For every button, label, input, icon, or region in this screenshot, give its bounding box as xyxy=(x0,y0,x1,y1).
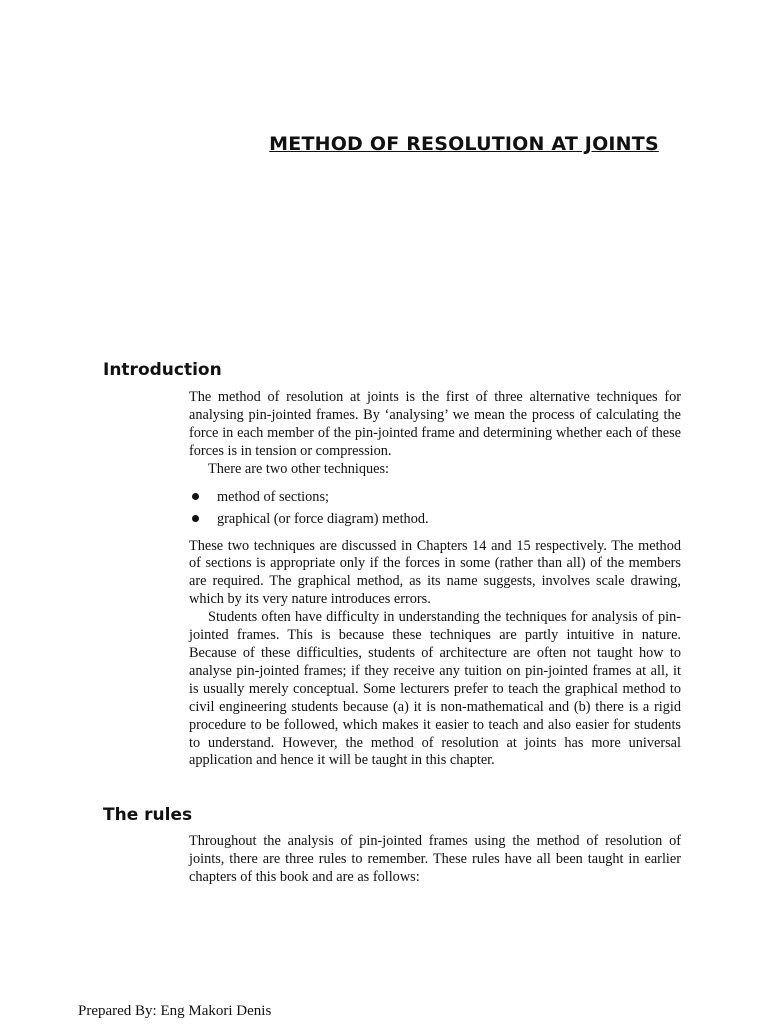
paragraph: The method of resolution at joints is the first of three alternative techniques for analysing pin-jointed frames. By ‘analysing’ we mean the process of calculating the force in each member of the pin-jointed frame and determining whether each of these forces is in tension or compression. xyxy=(189,389,681,459)
bullet-icon xyxy=(192,493,199,500)
list-item xyxy=(189,510,681,533)
list-item-text: graphical (or force diagram) method. xyxy=(217,511,429,528)
bullet-list xyxy=(189,488,681,533)
introduction-body xyxy=(189,389,681,770)
page-title: METHOD OF RESOLUTION AT JOINTS xyxy=(269,133,659,155)
rules-body xyxy=(189,833,681,887)
list-item-text: method of sections; xyxy=(217,488,329,505)
paragraph: These two techniques are discussed in Chapters 14 and 15 respectively. The method of sections is appropriate only if the forces in some (rather than all) of the members are required. The graphical method, as its name suggests, involves scale drawing, which by its very nature introduces errors. xyxy=(189,537,681,608)
section-heading-rules: The rules xyxy=(103,805,193,825)
list-item xyxy=(189,488,681,511)
footer-credit: Prepared By: Eng Makori Denis xyxy=(78,1003,272,1019)
paragraph: Throughout the analysis of pin-jointed frames using the method of resolution of joints, there are three rules to remember. These rules have all been taught in earlier chapters of this book and are as follows: xyxy=(189,833,681,885)
bullet-icon xyxy=(192,515,199,522)
paragraph: Students often have difficulty in understanding the techniques for analysis of pin-jointed frames. This is because these techniques are partly intuitive in nature. Because of these difficulties, students of architecture are often not taught how to analyse pin-jointed frames; if they receive any tuition on pin-jointed frames at all, it is usually merely conceptual. Some lecturers prefer to teach the graphical method to civil engineering students because (a) it is non-mathematical and (b) there is a rigid procedure to be followed, which makes it easier to teach and also easier for students to understand. However, the method of resolution at joints has more universal application and hence it will be taught in this chapter. xyxy=(189,609,681,769)
section-heading-introduction: Introduction xyxy=(103,360,222,380)
paragraph: There are two other techniques: xyxy=(208,460,390,477)
